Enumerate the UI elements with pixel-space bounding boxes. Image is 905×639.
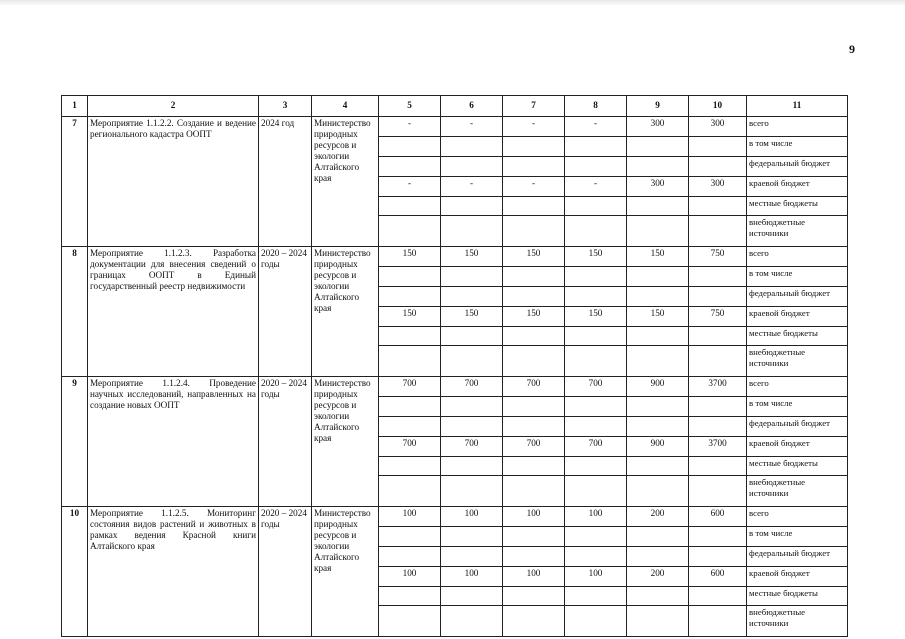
funding-value-cell xyxy=(565,157,627,177)
funding-value-cell xyxy=(441,457,503,476)
funding-value-cell: 100 xyxy=(503,507,565,527)
funding-value-cell: 300 xyxy=(689,117,747,137)
funding-source-cell: краевой бюджет xyxy=(747,437,848,457)
funding-value-cell xyxy=(503,417,565,437)
funding-value-cell: - xyxy=(441,117,503,137)
funding-value-cell xyxy=(441,157,503,177)
funding-value-cell: 100 xyxy=(441,567,503,587)
funding-value-cell: 150 xyxy=(441,307,503,327)
table-row xyxy=(62,377,848,397)
funding-value-cell: - xyxy=(503,117,565,137)
activity-period: 2020 – 2024 годы xyxy=(259,377,312,507)
funding-value-cell xyxy=(503,476,565,507)
funding-source-cell: внебюджетные источники xyxy=(747,606,848,637)
funding-value-cell xyxy=(627,216,689,247)
funding-value-cell: 150 xyxy=(565,247,627,267)
funding-value-cell xyxy=(627,197,689,216)
funding-value-cell xyxy=(689,476,747,507)
funding-value-cell: 150 xyxy=(379,307,441,327)
funding-value-cell xyxy=(503,606,565,637)
funding-value-cell xyxy=(379,346,441,377)
activity-number: 8 xyxy=(62,247,88,377)
funding-value-cell xyxy=(627,287,689,307)
funding-value-cell xyxy=(627,527,689,547)
funding-value-cell xyxy=(565,287,627,307)
funding-value-cell xyxy=(689,397,747,417)
funding-value-cell xyxy=(689,157,747,177)
funding-value-cell: - xyxy=(379,117,441,137)
funding-value-cell: 700 xyxy=(503,377,565,397)
funding-value-cell xyxy=(627,397,689,417)
funding-value-cell xyxy=(503,346,565,377)
activity-executor: Министерство природных ресурсов и экологии Алтайского края xyxy=(312,507,379,637)
funding-value-cell xyxy=(503,587,565,606)
funding-value-cell xyxy=(379,157,441,177)
header-cell: 8 xyxy=(565,96,627,117)
funding-value-cell xyxy=(379,606,441,637)
activity-executor: Министерство природных ресурсов и экологии Алтайского края xyxy=(312,377,379,507)
funding-source-cell: внебюджетные источники xyxy=(747,346,848,377)
funding-value-cell xyxy=(627,417,689,437)
funding-value-cell xyxy=(379,216,441,247)
funding-value-cell xyxy=(689,606,747,637)
funding-value-cell xyxy=(441,606,503,637)
funding-source-cell: внебюджетные источники xyxy=(747,216,848,247)
activity-period: 2024 год xyxy=(259,117,312,247)
header-cell: 2 xyxy=(88,96,259,117)
funding-value-cell xyxy=(565,267,627,287)
activity-executor: Министерство природных ресурсов и экологии Алтайского края xyxy=(312,117,379,247)
funding-value-cell xyxy=(441,527,503,547)
funding-source-cell: федеральный бюджет xyxy=(747,547,848,567)
header-cell: 5 xyxy=(379,96,441,117)
funding-value-cell: 150 xyxy=(441,247,503,267)
funding-value-cell: 300 xyxy=(689,177,747,197)
funding-value-cell xyxy=(689,197,747,216)
funding-value-cell xyxy=(565,216,627,247)
funding-value-cell xyxy=(627,157,689,177)
funding-value-cell: 700 xyxy=(379,437,441,457)
funding-value-cell xyxy=(441,287,503,307)
funding-value-cell xyxy=(689,547,747,567)
funding-value-cell: 300 xyxy=(627,177,689,197)
funding-value-cell xyxy=(565,327,627,346)
program-activities-table xyxy=(61,95,848,637)
funding-value-cell xyxy=(441,216,503,247)
funding-value-cell xyxy=(441,476,503,507)
funding-value-cell xyxy=(503,547,565,567)
activity-name: Мероприятие 1.1.2.4. Проведение научных исследований, направленных на создание новых ООПТ xyxy=(88,377,259,507)
funding-value-cell: 3700 xyxy=(689,377,747,397)
funding-value-cell: 900 xyxy=(627,377,689,397)
funding-value-cell: 100 xyxy=(565,507,627,527)
funding-value-cell: 100 xyxy=(565,567,627,587)
funding-source-cell: всего xyxy=(747,507,848,527)
funding-value-cell xyxy=(627,547,689,567)
funding-value-cell xyxy=(379,527,441,547)
header-cell: 10 xyxy=(689,96,747,117)
activity-name: Мероприятие 1.1.2.2. Создание и ведение регионального кадастра ООПТ xyxy=(88,117,259,247)
funding-source-cell: внебюджетные источники xyxy=(747,476,848,507)
page-number: 9 xyxy=(849,42,855,56)
activity-number: 7 xyxy=(62,117,88,247)
funding-value-cell xyxy=(627,587,689,606)
funding-value-cell: 100 xyxy=(503,567,565,587)
activity-number: 9 xyxy=(62,377,88,507)
funding-value-cell xyxy=(689,216,747,247)
funding-value-cell xyxy=(503,216,565,247)
header-row xyxy=(62,96,848,117)
funding-value-cell: 750 xyxy=(689,307,747,327)
funding-value-cell: 150 xyxy=(627,247,689,267)
funding-value-cell xyxy=(627,267,689,287)
funding-value-cell xyxy=(627,457,689,476)
funding-value-cell xyxy=(565,137,627,157)
funding-value-cell xyxy=(565,197,627,216)
funding-source-cell: краевой бюджет xyxy=(747,307,848,327)
funding-source-cell: в том числе xyxy=(747,527,848,547)
activity-name: Мероприятие 1.1.2.5. Мониторинг состояния видов растений и животных в рамках ведения Красной книги Алтайского края xyxy=(88,507,259,637)
funding-value-cell xyxy=(689,346,747,377)
funding-source-cell: всего xyxy=(747,377,848,397)
funding-value-cell xyxy=(441,267,503,287)
funding-value-cell xyxy=(689,267,747,287)
funding-value-cell xyxy=(441,547,503,567)
activity-period: 2020 – 2024 годы xyxy=(259,507,312,637)
table-row xyxy=(62,247,848,267)
funding-value-cell: 750 xyxy=(689,247,747,267)
activity-name: Мероприятие 1.1.2.3. Разработка документации для внесения сведений о границах ООПТ в Единый государственный реестр недвижимости xyxy=(88,247,259,377)
funding-value-cell: 100 xyxy=(379,567,441,587)
funding-value-cell: 100 xyxy=(379,507,441,527)
table-row xyxy=(62,507,848,527)
scan-edge xyxy=(0,0,905,6)
funding-value-cell xyxy=(565,457,627,476)
funding-source-cell: в том числе xyxy=(747,397,848,417)
funding-source-cell: всего xyxy=(747,247,848,267)
funding-value-cell xyxy=(379,197,441,216)
header-cell: 1 xyxy=(62,96,88,117)
funding-value-cell xyxy=(503,197,565,216)
funding-value-cell xyxy=(565,527,627,547)
funding-value-cell: - xyxy=(565,117,627,137)
funding-value-cell xyxy=(379,267,441,287)
activity-period: 2020 – 2024 годы xyxy=(259,247,312,377)
header-cell: 6 xyxy=(441,96,503,117)
table-row xyxy=(62,117,848,137)
funding-value-cell xyxy=(379,476,441,507)
funding-value-cell xyxy=(379,417,441,437)
funding-value-cell xyxy=(441,346,503,377)
funding-value-cell xyxy=(689,417,747,437)
funding-source-cell: федеральный бюджет xyxy=(747,287,848,307)
funding-value-cell: - xyxy=(503,177,565,197)
funding-value-cell: 150 xyxy=(503,307,565,327)
funding-value-cell xyxy=(503,457,565,476)
funding-value-cell xyxy=(689,457,747,476)
header-cell: 4 xyxy=(312,96,379,117)
funding-value-cell xyxy=(441,137,503,157)
funding-value-cell: 700 xyxy=(503,437,565,457)
funding-source-cell: в том числе xyxy=(747,267,848,287)
funding-value-cell: 700 xyxy=(379,377,441,397)
funding-source-cell: федеральный бюджет xyxy=(747,157,848,177)
funding-value-cell xyxy=(503,267,565,287)
funding-value-cell xyxy=(689,137,747,157)
funding-value-cell xyxy=(441,417,503,437)
funding-value-cell: 600 xyxy=(689,507,747,527)
funding-value-cell: - xyxy=(441,177,503,197)
funding-source-cell: всего xyxy=(747,117,848,137)
funding-value-cell: 200 xyxy=(627,567,689,587)
funding-value-cell: 700 xyxy=(441,377,503,397)
funding-value-cell xyxy=(627,476,689,507)
funding-value-cell xyxy=(441,327,503,346)
funding-value-cell xyxy=(441,197,503,216)
funding-value-cell xyxy=(689,587,747,606)
funding-value-cell: 150 xyxy=(627,307,689,327)
funding-source-cell: краевой бюджет xyxy=(747,567,848,587)
header-cell: 9 xyxy=(627,96,689,117)
funding-value-cell: 150 xyxy=(503,247,565,267)
activity-number: 10 xyxy=(62,507,88,637)
funding-value-cell xyxy=(441,587,503,606)
funding-value-cell xyxy=(689,327,747,346)
funding-source-cell: местные бюджеты xyxy=(747,457,848,476)
funding-value-cell xyxy=(565,476,627,507)
funding-value-cell: 900 xyxy=(627,437,689,457)
header-cell: 7 xyxy=(503,96,565,117)
funding-value-cell: 300 xyxy=(627,117,689,137)
funding-source-cell: местные бюджеты xyxy=(747,327,848,346)
funding-source-cell: местные бюджеты xyxy=(747,197,848,216)
funding-value-cell xyxy=(503,527,565,547)
header-cell: 11 xyxy=(747,96,848,117)
funding-value-cell: 600 xyxy=(689,567,747,587)
funding-value-cell xyxy=(441,397,503,417)
funding-value-cell xyxy=(565,397,627,417)
funding-value-cell: 100 xyxy=(441,507,503,527)
funding-source-cell: местные бюджеты xyxy=(747,587,848,606)
funding-value-cell xyxy=(689,527,747,547)
funding-value-cell xyxy=(379,547,441,567)
funding-value-cell xyxy=(503,137,565,157)
funding-value-cell xyxy=(503,157,565,177)
funding-value-cell xyxy=(379,137,441,157)
funding-value-cell xyxy=(627,137,689,157)
funding-value-cell xyxy=(379,287,441,307)
funding-value-cell xyxy=(565,587,627,606)
funding-value-cell xyxy=(503,397,565,417)
activity-executor: Министерство природных ресурсов и экологии Алтайского края xyxy=(312,247,379,377)
funding-value-cell xyxy=(503,287,565,307)
funding-value-cell: 150 xyxy=(379,247,441,267)
funding-value-cell xyxy=(379,457,441,476)
funding-value-cell: 3700 xyxy=(689,437,747,457)
funding-value-cell xyxy=(565,346,627,377)
funding-source-cell: в том числе xyxy=(747,137,848,157)
funding-value-cell xyxy=(627,346,689,377)
funding-value-cell xyxy=(627,327,689,346)
funding-value-cell: - xyxy=(379,177,441,197)
funding-source-cell: краевой бюджет xyxy=(747,177,848,197)
funding-value-cell: - xyxy=(565,177,627,197)
funding-value-cell xyxy=(503,327,565,346)
funding-value-cell xyxy=(379,397,441,417)
funding-value-cell: 150 xyxy=(565,307,627,327)
funding-value-cell xyxy=(689,287,747,307)
funding-source-cell: федеральный бюджет xyxy=(747,417,848,437)
funding-value-cell xyxy=(379,327,441,346)
header-cell: 3 xyxy=(259,96,312,117)
funding-value-cell: 200 xyxy=(627,507,689,527)
funding-value-cell xyxy=(627,606,689,637)
funding-value-cell xyxy=(379,587,441,606)
funding-value-cell: 700 xyxy=(565,377,627,397)
funding-value-cell xyxy=(565,547,627,567)
funding-value-cell xyxy=(565,417,627,437)
funding-value-cell xyxy=(565,606,627,637)
funding-value-cell: 700 xyxy=(441,437,503,457)
funding-value-cell: 700 xyxy=(565,437,627,457)
